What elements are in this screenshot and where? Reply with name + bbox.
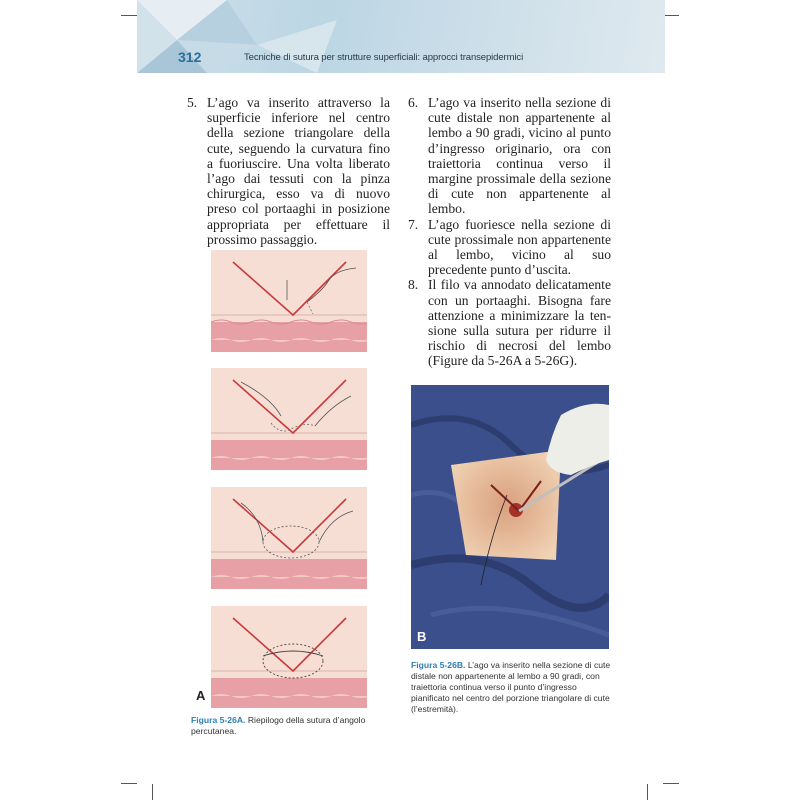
crop-mark	[121, 15, 137, 16]
list-item-5	[187, 95, 390, 247]
running-title: Tecniche di sutura per strutture superficiali: approcci transepidermici	[244, 52, 524, 63]
suture-diagram-step-3	[211, 487, 367, 589]
list-item-number: 6.	[408, 95, 419, 110]
list-item-text: Il filo va annodato delicatamente con un portaaghi. Bisogna fare attenzione a minimizzare la tensione sulla sutura per ridurre il rischio di necrosi del lembo (Figure da 5-26A a 5-26G).	[428, 277, 611, 369]
list-item-7	[408, 217, 611, 278]
list-item-number: 8.	[408, 277, 419, 293]
figure-a-caption-label: Figura 5-26A.	[191, 715, 246, 725]
list-item-text: L’ago fuoriesce nella sezione di cute prossimale non appartenente al lembo, vicino al suo precedente punto d’uscita.	[428, 216, 611, 278]
crop-mark	[121, 783, 137, 784]
page-number: 312	[178, 49, 202, 65]
list-item-8	[408, 277, 611, 368]
crop-mark	[663, 783, 679, 784]
suture-diagram-step-1	[211, 250, 367, 352]
crop-mark	[663, 15, 679, 16]
figure-b-caption-label: Figura 5-26B.	[411, 660, 466, 670]
list-item-text: L’ago va inserito attraverso la superficie inferiore nel centro della sezione triangolare della cute, seguendo la curvatura fino a fuoriuscire. Una volta liberato l’ago dai tessuti con la pinza chirurgica, esso va di nuovo preso col portaaghi in posizione appropriata per effettuare il prossimo passaggio.	[207, 95, 390, 247]
crop-mark	[647, 784, 648, 800]
figure-b-caption	[411, 660, 611, 715]
figure-a-caption-text: Riepilogo della sutura d’angolo percutanea.	[191, 715, 366, 736]
suture-diagram-step-4	[211, 606, 367, 708]
list-item-number: 5.	[187, 95, 198, 110]
figure-a-caption	[191, 715, 411, 737]
suture-diagram-step-2	[211, 368, 367, 470]
figure-b-panel-letter: B	[417, 629, 427, 644]
figure-b-caption-text: L’ago va inserito nella sezione di cute distale non appartenente al lembo a 90 gradi, con traiettoria continua verso il punto d’ingresso pianificato nel centro del porzione triangolare di cute (l’estremità).	[411, 660, 611, 714]
list-item-number: 7.	[408, 216, 419, 232]
surgical-photo	[411, 385, 609, 649]
list-item-text: L’ago va inserito nella sezione di cute distale non appartenente al lembo a 90 gradi, vicino al punto d’ingresso originario, ora con traiettoria continua verso il margine prossimale della sezione di cute non appartenente al lembo.	[428, 95, 611, 217]
figure-a-panel-letter: A	[196, 688, 206, 703]
right-text-column	[408, 95, 611, 369]
crop-mark	[152, 784, 153, 800]
left-text-column	[187, 95, 390, 247]
list-item-6	[408, 95, 611, 217]
